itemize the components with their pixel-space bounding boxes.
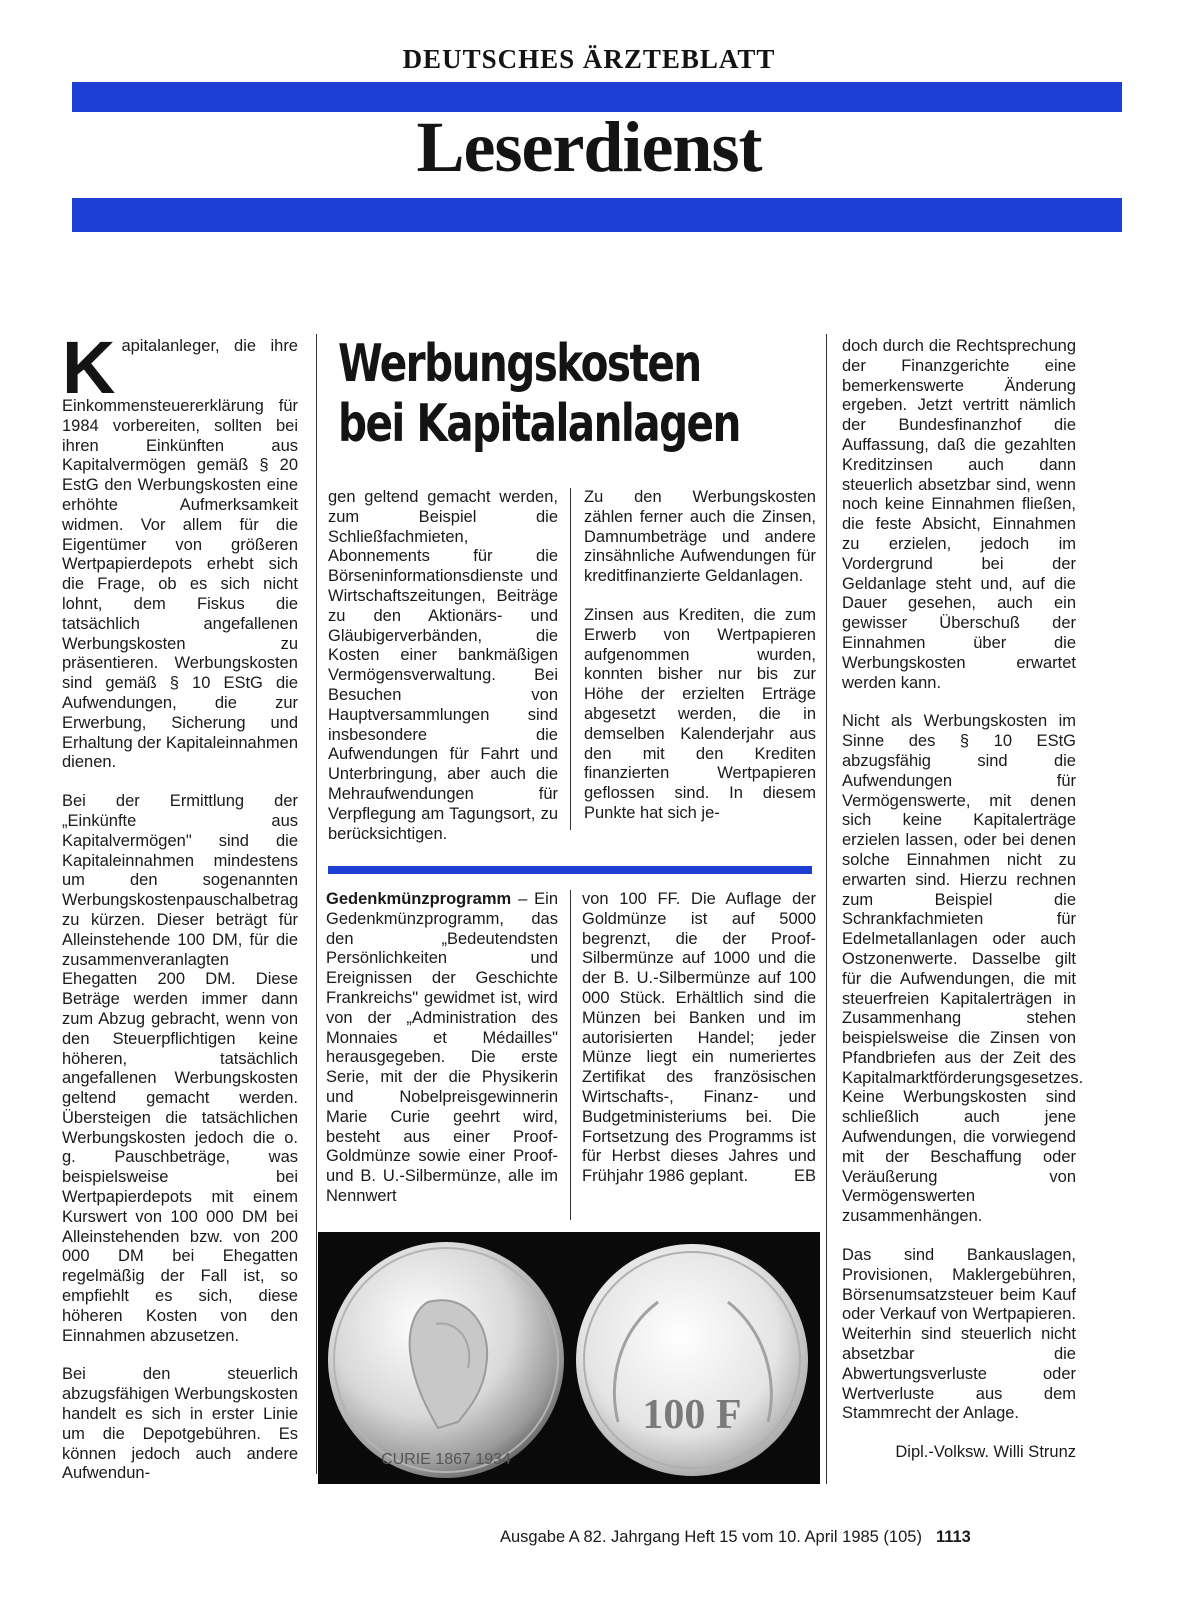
- masthead-rule-bottom: [72, 198, 1122, 232]
- article-author: Dipl.-Volksw. Willi Strunz: [895, 1443, 1076, 1462]
- paragraph: [326, 890, 558, 1207]
- headline-line-2: bei Kapitalanlagen: [338, 394, 740, 454]
- coin-right-value: 100 F: [642, 1392, 742, 1438]
- article-column-1: [62, 326, 299, 1484]
- masthead: DEUTSCHES ÄRZTEBLATT: [402, 44, 776, 74]
- article-column-3: [584, 488, 816, 824]
- paragraph: doch durch die Rechtsprechung der Finanzgerichte eine bemerkenswerte Änderung ergeben. Jetzt vertritt nämlich der Bundesfinanzhof die Auffassung, daß die gezahlten Kreditzinsen auch dann steuerlich absetzbar sind, wenn noch keine Einnahmen fließen, die feste Absicht, Einnahmen zu erzielen, jedoch im Vordergrund bei der Geldanlage steht und, auf die Dauer gesehen, auch ein gewisser Überschuß der Einnahmen über die Werbungskosten erwartet werden kann.: [842, 337, 1076, 692]
- box-rule: [328, 866, 812, 874]
- coin-box-column-1: [326, 890, 558, 1207]
- edition-info: Ausgabe A 82. Jahrgang Heft 15 vom 10. April 1985 (105): [500, 1528, 922, 1546]
- coin-reverse: [576, 1244, 808, 1476]
- column-divider: [316, 334, 317, 1474]
- drop-cap: K: [62, 326, 116, 409]
- box-text: – Ein Gedenkmünzprogramm, das den „Bedeutendsten Persönlichkeiten und Ereignissen der Geschichte Frankreichs" gewidmet ist, wird von der „Administration des Monnaies et Médailles" herausgegeben. Die erste Serie, mit der die Physikerin und Nobelpreisgewinnerin Marie Curie geehrt wird, besteht aus einer Proof-Goldmünze sowie einer Proof- und B. U.-Silbermünze, alle im Nennwert: [326, 890, 558, 1205]
- section-title: Leserdienst: [416, 107, 762, 187]
- paragraph: Zinsen aus Krediten, die zum Erwerb von Wertpapieren aufgenommen wurden, konnten bisher nur bis zur Höhe der erzielten Erträge abgesetzt werden, die in demselben Kalenderjahr aus den mit den Krediten finanzierten Wertpapieren geflossen sind. In diesem Punkte hat sich je-: [584, 605, 816, 822]
- column-divider: [570, 488, 571, 830]
- page-number: 1113: [935, 1528, 971, 1546]
- paragraph: Das sind Bankauslagen, Provisionen, Maklergebühren, Börsenumsatzsteuer beim Kauf oder Verkauf von Wertpapieren. Weiterhin sind steuerlich nicht absetzbar die Abwertungsverluste oder Wertverluste aus dem Stammrecht der Anlage.: [842, 1246, 1076, 1423]
- coin-photo: [318, 1232, 820, 1484]
- paragraph-text: apitalanleger, die ihre Einkommensteuererklärung für 1984 vorbereiten, sollten bei ihren Einkünften aus Kapitalvermögen gemäß § 20 EstG den Werbungskosten eine erhöhte Aufmerksamkeit widmen. Vor allem für die Eigentümer von größeren Wertpapierdepots erhebt sich die Frage, ob es sich nicht lohnt, dem Fiskus die tatsächlich angefallenen Werbungskosten zu präsentieren. Werbungskosten sind gemäß § 10 EStG die Aufwendungen, die zur Erwerbung, Sicherung und Erhaltung der Kapitaleinnahmen dienen.: [62, 337, 298, 772]
- article-column-2: [328, 488, 558, 844]
- box-signature: EB: [793, 1167, 816, 1186]
- article-headline: [338, 334, 740, 454]
- paragraph: Nicht als Werbungskosten im Sinne des § 10 EStG abzugsfähig sind die Aufwendungen für Vermögenswerte, mit denen sich keine Kapitalerträge erzielen lassen, oder bei denen solche Einnahmen nicht zu erwarten sind. Hierzu rechnen zum Beispiel die Schrankfachmieten für Edelmetallanlagen oder auch Ostzonenwerte. Dasselbe gilt für die Aufwendungen, die mit steuerfreien Kapitalerträgen in Zusammenhang stehen beispielsweise die Zinsen von Pfandbriefen aus der Zeit des Kapitalmarktförderungsgesetzes. Keine Werbungskosten sind schließlich auch jene Aufwendungen, die vorwiegend mit der Beschaffung oder Veräußerung von Vermögenswerten zusammenhängen.: [842, 712, 1084, 1226]
- coin-photo-svg: [318, 1232, 820, 1484]
- coin-left-legend: CURIE 1867 1934: [381, 1451, 511, 1468]
- box-lead: Gedenkmünzprogramm: [326, 890, 512, 908]
- paragraph: Bei den steuerlich abzugsfähigen Werbungskosten handelt es sich in erster Linie um die Depotgebühren. Es können jedoch auch andere Aufwendun-: [62, 1365, 298, 1483]
- column-divider: [570, 890, 571, 1220]
- article-column-4: [842, 337, 1084, 1463]
- paragraph: [582, 890, 816, 1187]
- paragraph: Bei der Ermittlung der „Einkünfte aus Kapitalvermögen" sind die Kapitaleinnahmen mindestens um den sogenannten Werbungskostenpauschalbetrag zu kürzen. Dieser beträgt für Alleinstehende 100 DM, für die zusammenveranlagten Ehegatten 200 DM. Diese Beträge werden immer dann zum Abzug gebracht, wenn von den Steuerpflichtigen keine höheren, tatsächlich angefallenen Werbungskosten geltend gemacht werden. Übersteigen die tatsächlichen Werbungskosten jedoch die o. g. Pauschbeträge, was beispielsweise bei Wertpapierdepots mit einem Kurswert von 100 000 DM bei Alleinstehenden bzw. von 200 000 DM bei Ehegatten regelmäßig der Fall ist, so empfiehlt es sich, diese höheren Kosten von den Einnahmen abzusetzen.: [62, 792, 299, 1345]
- column-divider: [826, 334, 827, 1484]
- paragraph: gen geltend gemacht werden, zum Beispiel die Schließfachmieten, Abonnements für die Börseninformationsdienste und Wirtschaftszeitungen, Beiträge zu den Aktionärs- und Gläubigerverbänden, die Kosten einer bankmäßigen Vermögensverwaltung. Bei Besuchen von Hauptversammlungen sind insbesondere die Aufwendungen für Fahrt und Unterbringung, aber auch die Mehraufwendungen für Verpflegung am Tagungsort, zu berücksichtigen.: [328, 488, 558, 843]
- paragraph: [62, 326, 298, 773]
- headline-line-1: Werbungskosten: [338, 334, 701, 394]
- coin-obverse: [328, 1242, 564, 1478]
- coin-box-column-2: [582, 890, 816, 1187]
- box-text: von 100 FF. Die Auflage der Goldmünze ist auf 5000 begrenzt, die der Proof-Silbermünze auf 1000 und die der B. U.-Silbermünze auf 100 000 Stück. Erhältlich sind die Münzen bei Banken und im autorisierten Handel; jeder Münze liegt ein numeriertes Zertifikat des französischen Wirtschafts-, Finanz- und Budgetministeriums bei. Die Fortsetzung des Programms ist für Herbst dieses Jahres und Frühjahr 1986 geplant.: [582, 890, 816, 1186]
- paragraph: Zu den Werbungskosten zählen ferner auch die Zinsen, Damnumbeträge und andere zinsähnliche Aufwendungen für kreditfinanzierte Geldanlagen.: [584, 488, 816, 586]
- page-footer: [500, 1528, 1080, 1547]
